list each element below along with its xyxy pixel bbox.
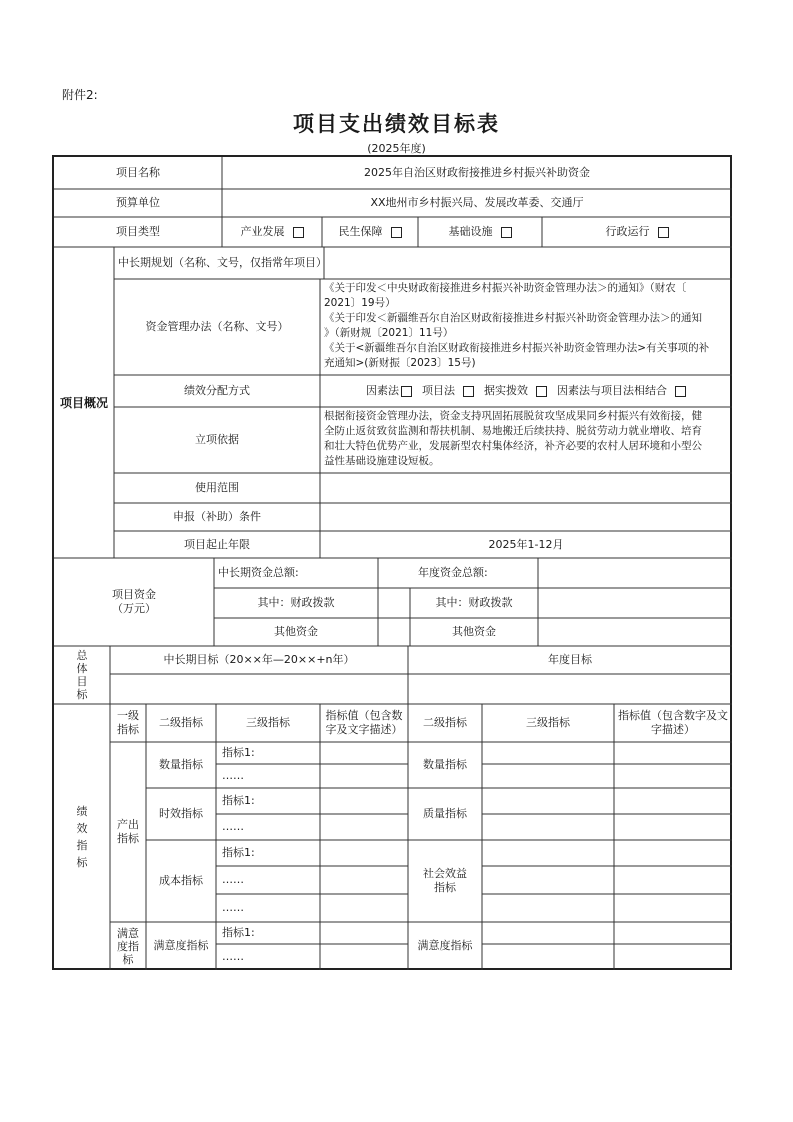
performance-indicators-label: 绩 效 指 标 [76,805,88,869]
level2-header: 二级指标 [159,716,203,729]
level1-header: 一级 指标 [117,709,139,736]
indicator-ellipsis: …… [222,901,244,914]
indicator-item: 指标1: [222,926,255,939]
type-industry[interactable]: 产业发展 [222,217,322,247]
annual-fiscal-label: 其中：财政拨款 [435,596,513,609]
plan-label: 中长期规划（名称、文号，仅指常年项目） [118,256,327,269]
mid-term-other-label: 其他资金 [274,625,318,638]
budget-unit-label: 预算单位 [116,196,160,209]
indicator-item: 指标1: [222,746,255,759]
checkbox-icon[interactable] [463,386,474,397]
indicator-ellipsis: …… [222,950,244,963]
form-year: (2025年度) [367,142,426,155]
timeliness-indicator: 时效指标 [159,807,203,820]
cost-indicator: 成本指标 [159,874,203,887]
type-infrastructure[interactable]: 基础设施 [418,217,542,247]
output-indicator-label: 产出 指标 [117,818,139,845]
scope-label: 使用范围 [195,481,239,494]
performance-target-form [52,155,732,970]
indicator-item: 指标1: [222,794,255,807]
annual-quality-indicator: 质量指标 [423,807,467,820]
funds-method-label: 资金管理办法（名称、文号） [145,320,289,333]
value-header: 指标值（包含数 字及文字描述） [325,709,403,736]
project-type-label: 项目类型 [116,225,160,238]
project-overview-label: 项目概况 [59,395,108,410]
annual-total-label: 年度资金总额: [418,566,488,579]
basis-value: 根据衔接资金管理办法，资金支持巩固拓展脱贫攻坚成果同乡村振兴有效衔接，健 全防止返贫致贫监测和帮扶机制、易地搬迁后续扶持、脱贫劳动力就业增收、培育 和壮大特色优势产业，发展新型农村集体经济，补齐必要的农村人居环境和小型公 益性基础设施建设短板。 [324,410,702,467]
annual-level3-header: 三级指标 [526,716,570,729]
annual-social-benefit-indicator: 社会效益 指标 [423,867,467,894]
funds-method-value: 《关于印发＜中央财政衔接推进乡村振兴补助资金管理办法＞的通知》（财农〔 2021〕19号） 《关于印发＜新疆维吾尔自治区财政衔接推进乡村振兴补助资金管理办法＞的通知 》（新财规〔2021〕11号） 《关于<新疆维吾尔自治区财政衔接推进乡村振兴补助资金管理办法>有关事项的补 充通知>(新财振〔2023〕15号) [324,282,710,369]
form-title: 项目支出绩效目标表 [293,112,500,136]
annual-goal-label: 年度目标 [548,653,592,666]
apply-condition-label: 申报（补助）条件 [173,510,261,523]
checkbox-icon[interactable] [501,227,512,238]
attachment-label: 附件2: [62,88,98,102]
satisfaction-indicator-label: 满意 度指 标 [117,926,139,966]
annual-level2-header: 二级指标 [423,716,467,729]
checkbox-icon[interactable] [658,227,669,238]
level3-header: 三级指标 [246,716,290,729]
mid-term-total-label: 中长期资金总额: [218,566,299,579]
checkbox-icon[interactable] [293,227,304,238]
indicator-ellipsis: …… [222,873,244,886]
basis-label: 立项依据 [195,433,239,446]
period-label: 项目起止年限 [184,537,250,551]
mid-term-goal-label: 中长期目标（20××年—20××+n年） [163,653,355,666]
annual-other-label: 其他资金 [452,625,496,638]
annual-quantity-indicator: 数量指标 [423,758,467,771]
checkbox-icon[interactable] [401,386,412,397]
quantity-indicator: 数量指标 [159,758,203,771]
type-administration[interactable]: 行政运行 [542,217,732,247]
allocation-options: 因素法 项目法 据实拨效 因素法与项目法相结合 [320,375,732,407]
annual-satisfaction-indicator: 满意度指标 [417,939,473,952]
checkbox-icon[interactable] [391,227,402,238]
annual-value-header: 指标值（包含数字及文 字描述） [618,709,728,736]
period-value: 2025年1-12月 [488,537,564,551]
mid-term-fiscal-label: 其中：财政拨款 [257,596,335,609]
allocation-label: 绩效分配方式 [184,384,250,397]
indicator-ellipsis: …… [222,820,244,833]
project-name-label: 项目名称 [116,166,160,179]
project-funds-label: 项目资金 （万元） [112,588,156,615]
checkbox-icon[interactable] [536,386,547,397]
indicator-ellipsis: …… [222,769,244,782]
overall-goals-label: 总 体 目 标 [76,649,88,701]
budget-unit-value: XX地州市乡村振兴局、发展改革委、交通厅 [370,196,584,209]
checkbox-icon[interactable] [675,386,686,397]
project-name-value: 2025年自治区财政衔接推进乡村振兴补助资金 [364,166,590,179]
type-livelihood[interactable]: 民生保障 [322,217,418,247]
satisfaction-indicator: 满意度指标 [153,939,209,952]
indicator-item: 指标1: [222,846,255,859]
